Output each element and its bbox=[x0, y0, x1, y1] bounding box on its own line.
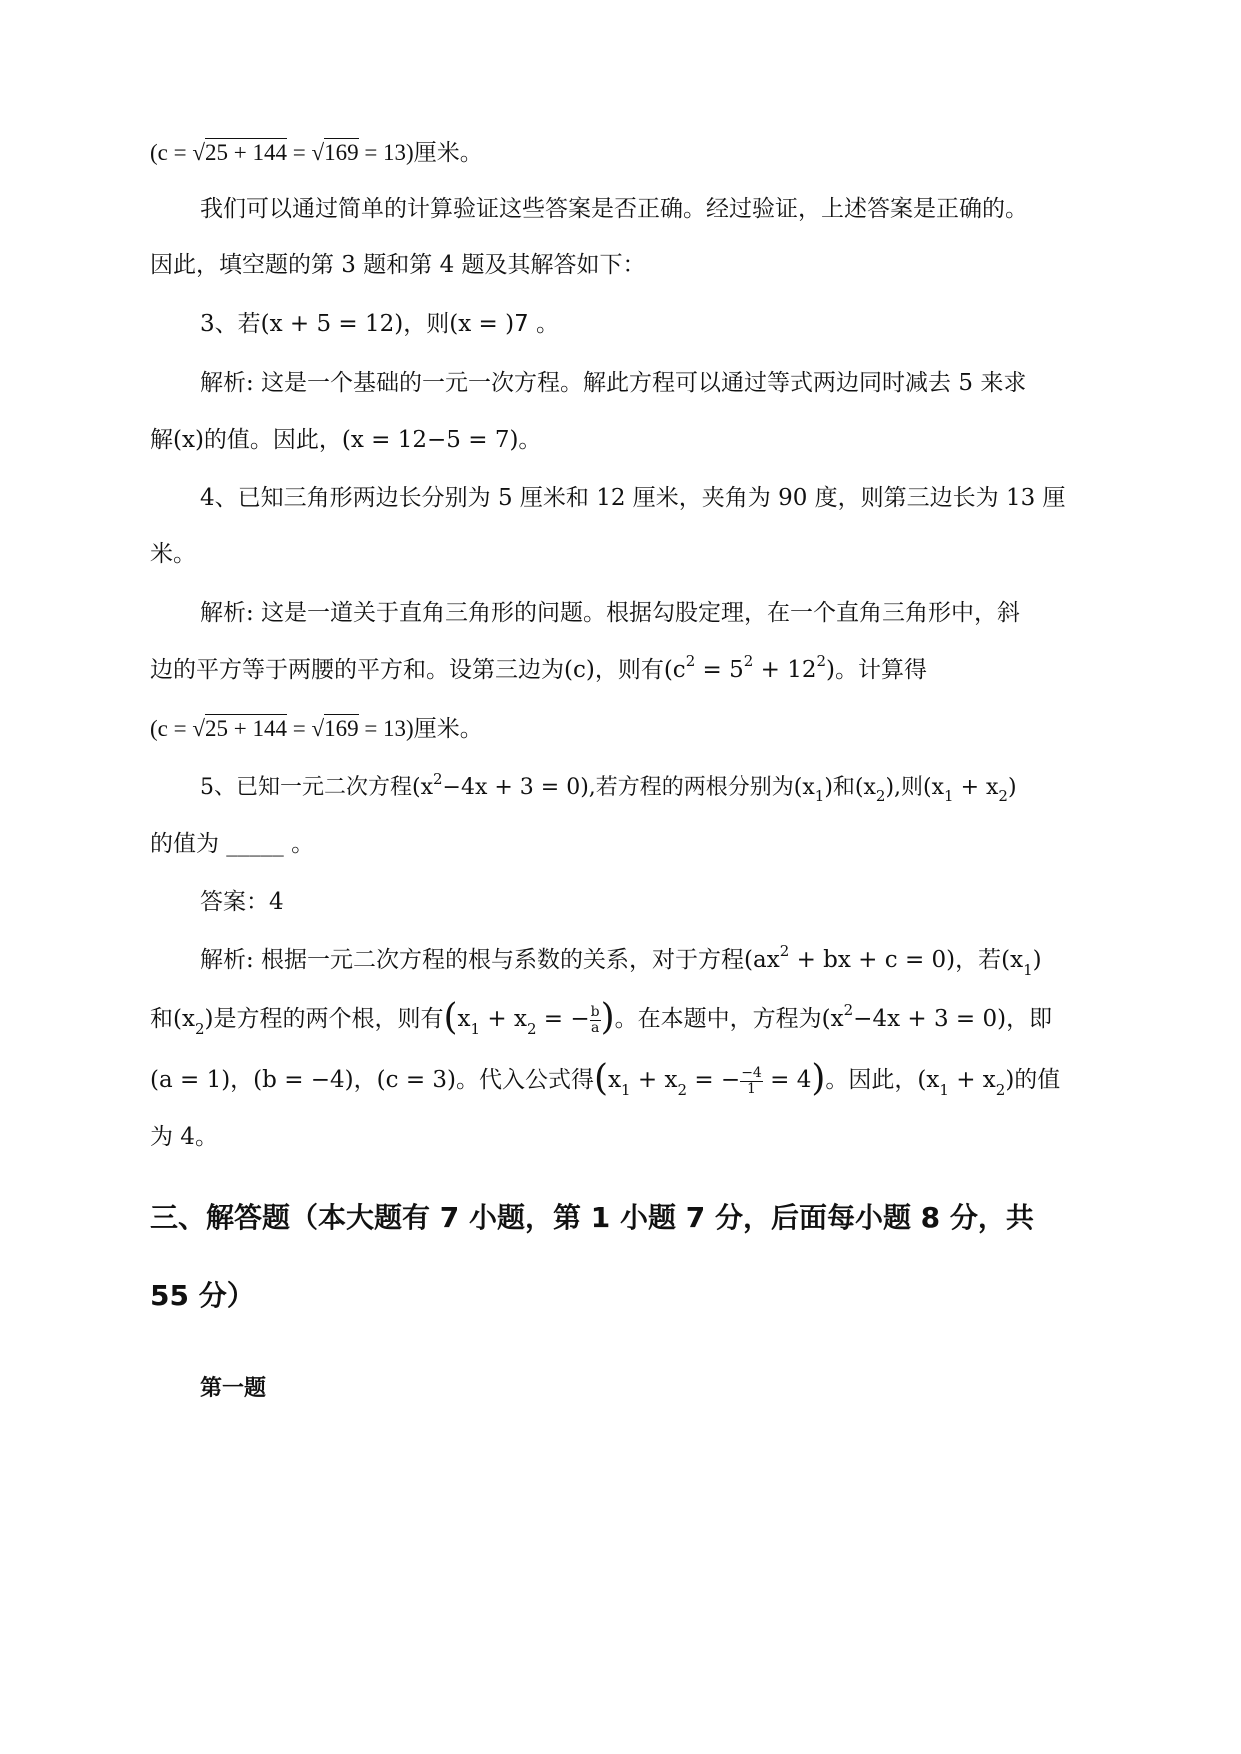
section-heading: 三、解答题（本大题有 7 小题，第 1 小题 7 分，后面每小题 8 分，共 bbox=[150, 1201, 1034, 1234]
text: = 4 bbox=[762, 1067, 812, 1093]
paren: ) bbox=[600, 997, 615, 1038]
text: + bx + c = 0)，若(x bbox=[789, 947, 1024, 973]
question-title: 第一题 bbox=[200, 1376, 267, 1401]
sqrt-symbol: √ bbox=[192, 716, 205, 741]
text: = 13)厘米。 bbox=[358, 140, 483, 165]
radicand: 25 + 144 bbox=[204, 140, 287, 165]
analysis-line: 解析: 这是一道关于直角三角形的问题。根据勾股定理，在一个直角三角形中，斜 bbox=[200, 600, 1021, 626]
fraction bbox=[590, 1005, 601, 1036]
subscript: 2 bbox=[526, 1019, 537, 1038]
answer-line: 答案：4 bbox=[200, 889, 284, 915]
question-5 bbox=[200, 771, 1017, 805]
subscript: 2 bbox=[998, 787, 1008, 806]
text: + 12 bbox=[753, 657, 817, 683]
subscript: 1 bbox=[814, 787, 825, 806]
text: = − bbox=[536, 1006, 590, 1032]
numerator: −4 bbox=[741, 1064, 762, 1081]
exponent: 2 bbox=[433, 769, 443, 788]
question-5-blank: 的值为 _____ 。 bbox=[150, 831, 315, 857]
analysis-line: 解析: 这是一个基础的一元一次方程。解此方程可以通过等式两边同时减去 5 来求 bbox=[200, 370, 1027, 396]
subscript: 2 bbox=[875, 787, 886, 806]
text: 。因此，(x bbox=[825, 1067, 940, 1093]
subscript: 1 bbox=[939, 1080, 949, 1099]
radicand: 169 bbox=[324, 140, 359, 165]
text: (c = bbox=[150, 716, 193, 741]
text: −4x + 3 = 0),若方程的两根分别为(x bbox=[442, 775, 815, 800]
analysis-line bbox=[200, 943, 1042, 977]
exponent: 2 bbox=[685, 652, 696, 671]
text: 解析: 根据一元二次方程的根与系数的关系，对于方程(ax bbox=[200, 947, 780, 973]
text: )是方程的两个根，则有 bbox=[204, 1006, 444, 1032]
subscript: 2 bbox=[677, 1080, 688, 1099]
exponent: 2 bbox=[843, 1001, 854, 1020]
text: = 5 bbox=[695, 657, 744, 683]
question-text: 3、若(x + 5 = 12)，则(x = ) bbox=[200, 311, 515, 337]
text: 和(x bbox=[150, 1006, 195, 1032]
text: = − bbox=[687, 1067, 741, 1093]
question-4: 4、已知三角形两边长分别为 5 厘米和 12 厘米，夹角为 90 度，则第三边长为 13 厘 bbox=[200, 485, 1066, 511]
equation-line bbox=[150, 136, 483, 170]
text: ) bbox=[1007, 775, 1017, 800]
text: −4x + 3 = 0)，即 bbox=[853, 1006, 1053, 1032]
text: 边的平方等于两腰的平方和。设第三边为(c)，则有(c bbox=[150, 657, 686, 683]
denominator: 1 bbox=[747, 1080, 756, 1097]
subscript: 2 bbox=[194, 1019, 205, 1038]
text: x bbox=[457, 1006, 471, 1032]
exponent: 2 bbox=[743, 652, 754, 671]
analysis-line bbox=[150, 653, 927, 687]
paren: ( bbox=[443, 997, 458, 1038]
subscript: 1 bbox=[470, 1019, 481, 1038]
text: = bbox=[286, 716, 312, 741]
text: )的值 bbox=[1005, 1067, 1061, 1093]
numerator: b bbox=[590, 1003, 600, 1020]
analysis-line: 为 4。 bbox=[150, 1124, 218, 1150]
paren: ) bbox=[811, 1058, 826, 1099]
text: + x bbox=[480, 1006, 527, 1032]
text: )。计算得 bbox=[826, 657, 928, 683]
subscript: 2 bbox=[995, 1080, 1006, 1099]
text: + x bbox=[948, 1067, 996, 1093]
text: x bbox=[608, 1067, 622, 1093]
exponent: 2 bbox=[816, 652, 827, 671]
analysis-line bbox=[150, 997, 1053, 1038]
paragraph-line: 因此，填空题的第 3 题和第 4 题及其解答如下： bbox=[150, 252, 646, 278]
text: )和(x bbox=[824, 775, 876, 800]
text: = bbox=[286, 140, 312, 165]
sqrt-symbol: √ bbox=[311, 140, 325, 165]
text: + x bbox=[953, 775, 999, 800]
text: ),则(x bbox=[885, 775, 945, 800]
text: ) bbox=[1032, 947, 1042, 973]
section-heading-cont: 55 分） bbox=[150, 1279, 255, 1312]
fraction bbox=[740, 1066, 763, 1097]
radicand: 169 bbox=[324, 716, 359, 741]
text: (c = bbox=[150, 140, 193, 165]
paren: ( bbox=[594, 1058, 609, 1099]
sqrt-symbol: √ bbox=[192, 140, 205, 165]
question-3 bbox=[200, 307, 559, 341]
radicand: 25 + 144 bbox=[204, 716, 287, 741]
denominator: a bbox=[590, 1019, 600, 1036]
answer-value: 7 bbox=[514, 311, 529, 337]
subscript: 1 bbox=[1023, 960, 1033, 979]
subscript: 1 bbox=[944, 787, 954, 806]
text: 。在本题中，方程为(x bbox=[614, 1006, 844, 1032]
text: + x bbox=[630, 1067, 678, 1093]
subscript: 1 bbox=[621, 1080, 631, 1099]
analysis-line bbox=[150, 1058, 1061, 1099]
text: = 13)厘米。 bbox=[358, 716, 483, 741]
paragraph-line: 我们可以通过简单的计算验证这些答案是否正确。经过验证，上述答案是正确的。 bbox=[200, 196, 1028, 222]
sqrt-symbol: √ bbox=[311, 716, 325, 741]
analysis-line: 解(x)的值。因此，(x = 12−5 = 7)。 bbox=[150, 427, 542, 453]
exponent: 2 bbox=[779, 942, 790, 961]
question-4-cont: 米。 bbox=[150, 541, 196, 567]
text: 。 bbox=[528, 311, 560, 337]
text: 5、已知一元二次方程(x bbox=[200, 775, 433, 800]
equation-line bbox=[150, 712, 483, 746]
text: (a = 1)，(b = −4)，(c = 3)。代入公式得 bbox=[150, 1067, 595, 1093]
